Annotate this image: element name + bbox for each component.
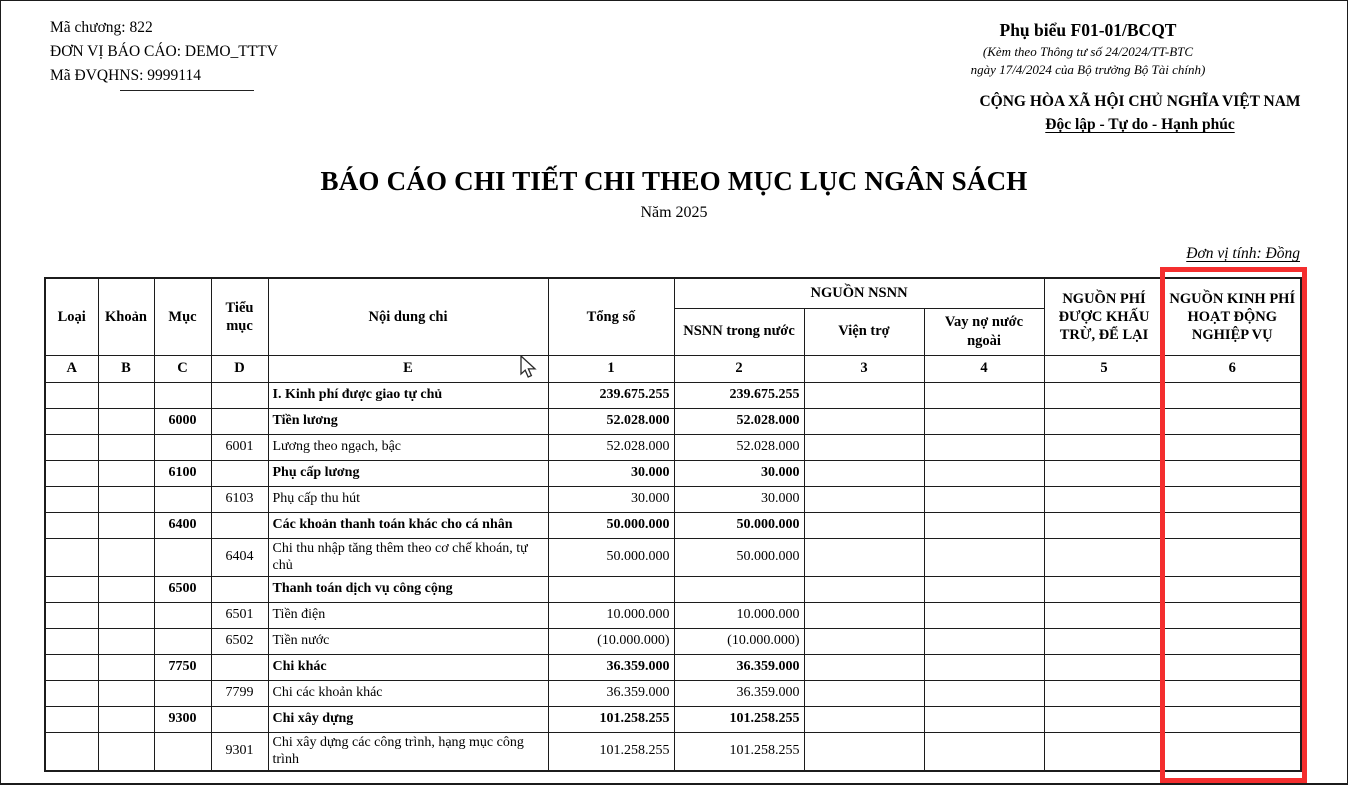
- cell-muc: [154, 382, 211, 408]
- cell-vien-tro: [804, 706, 924, 732]
- form-number: Phụ biểu F01-01/BCQT: [999, 20, 1177, 40]
- cell-nsnn-trong-nuoc: 30.000: [674, 486, 804, 512]
- cell-muc: [154, 732, 211, 771]
- cell-khoan: [98, 486, 154, 512]
- cell-nguon-kp: [1164, 680, 1301, 706]
- table-row: [45, 434, 1301, 460]
- cell-tieu-muc: 6404: [211, 538, 268, 576]
- cell-tong-so: 52.028.000: [548, 434, 674, 460]
- cell-nguon-kp: [1164, 576, 1301, 602]
- cell-loai: [45, 512, 98, 538]
- cell-khoan: [98, 680, 154, 706]
- cell-nguon-phi: [1044, 486, 1164, 512]
- cell-nguon-kp: [1164, 538, 1301, 576]
- cell-noi-dung: Chi các khoản khác: [268, 680, 548, 706]
- cell-nsnn-trong-nuoc: (10.000.000): [674, 628, 804, 654]
- cell-noi-dung: Lương theo ngạch, bậc: [268, 434, 548, 460]
- cell-vien-tro: [804, 512, 924, 538]
- cell-nsnn-trong-nuoc: 30.000: [674, 460, 804, 486]
- cell-nsnn-trong-nuoc: 52.028.000: [674, 434, 804, 460]
- cell-vien-tro: [804, 538, 924, 576]
- col-header-tieu-muc: Tiểu mục: [211, 278, 268, 355]
- cell-nguon-kp: [1164, 486, 1301, 512]
- column-letter: 1: [548, 355, 674, 382]
- budget-table: [44, 277, 1302, 772]
- cell-nguon-phi: [1044, 382, 1164, 408]
- national-motto: Độc lập - Tự do - Hạnh phúc: [1045, 116, 1235, 133]
- cell-vay-no: [924, 654, 1044, 680]
- cell-vien-tro: [804, 628, 924, 654]
- cell-noi-dung: Các khoản thanh toán khác cho cá nhân: [268, 512, 548, 538]
- cell-nguon-phi: [1044, 732, 1164, 771]
- cell-vien-tro: [804, 576, 924, 602]
- national-header-block: [946, 93, 1334, 134]
- cell-muc: [154, 434, 211, 460]
- table-row: [45, 628, 1301, 654]
- cell-loai: [45, 680, 98, 706]
- cell-vay-no: [924, 680, 1044, 706]
- cell-tong-so: 30.000: [548, 486, 674, 512]
- table-row: [45, 486, 1301, 512]
- cell-nguon-phi: [1044, 460, 1164, 486]
- cell-khoan: [98, 706, 154, 732]
- cell-vay-no: [924, 512, 1044, 538]
- cell-nguon-kp: [1164, 460, 1301, 486]
- cell-nsnn-trong-nuoc: 36.359.000: [674, 654, 804, 680]
- cell-tieu-muc: [211, 408, 268, 434]
- cell-muc: 7750: [154, 654, 211, 680]
- cell-tieu-muc: 6103: [211, 486, 268, 512]
- cell-nguon-phi: [1044, 680, 1164, 706]
- cell-tieu-muc: 9301: [211, 732, 268, 771]
- cell-tieu-muc: [211, 706, 268, 732]
- cell-nguon-kp: [1164, 706, 1301, 732]
- cell-nguon-phi: [1044, 576, 1164, 602]
- cell-tieu-muc: 7799: [211, 680, 268, 706]
- column-letter: 4: [924, 355, 1044, 382]
- cell-tieu-muc: [211, 460, 268, 486]
- cell-loai: [45, 732, 98, 771]
- cell-loai: [45, 382, 98, 408]
- col-header-loai: Loại: [45, 278, 98, 355]
- cell-loai: [45, 408, 98, 434]
- ma-chuong: Mã chương: 822: [50, 19, 153, 36]
- cell-loai: [45, 628, 98, 654]
- cell-tong-so: [548, 576, 674, 602]
- cell-vay-no: [924, 602, 1044, 628]
- cell-nguon-kp: [1164, 512, 1301, 538]
- cell-khoan: [98, 512, 154, 538]
- signature-underline: [120, 88, 254, 91]
- form-reference-block: [918, 20, 1258, 78]
- cell-muc: [154, 602, 211, 628]
- cell-vay-no: [924, 460, 1044, 486]
- column-letter: C: [154, 355, 211, 382]
- cell-nguon-phi: [1044, 654, 1164, 680]
- cell-vay-no: [924, 576, 1044, 602]
- cell-nguon-phi: [1044, 434, 1164, 460]
- cell-vay-no: [924, 408, 1044, 434]
- don-vi-bao-cao: ĐƠN VỊ BÁO CÁO: DEMO_TTTV: [50, 43, 278, 61]
- table-row: [45, 654, 1301, 680]
- cell-tieu-muc: 6001: [211, 434, 268, 460]
- col-header-nguon-kinh-phi: NGUỒN KINH PHÍ HOẠT ĐỘNG NGHIỆP VỤ: [1164, 278, 1301, 355]
- cell-loai: [45, 486, 98, 512]
- cell-vien-tro: [804, 408, 924, 434]
- table-row: [45, 602, 1301, 628]
- cell-loai: [45, 706, 98, 732]
- cell-noi-dung: Chi khác: [268, 654, 548, 680]
- cell-vay-no: [924, 382, 1044, 408]
- col-header-khoan: Khoản: [98, 278, 154, 355]
- cell-khoan: [98, 434, 154, 460]
- column-letter: A: [45, 355, 98, 382]
- table-row: [45, 680, 1301, 706]
- cell-nguon-phi: [1044, 538, 1164, 576]
- cell-muc: [154, 628, 211, 654]
- cell-loai: [45, 460, 98, 486]
- column-letter: B: [98, 355, 154, 382]
- cell-noi-dung: Thanh toán dịch vụ công cộng: [268, 576, 548, 602]
- cell-tong-so: 10.000.000: [548, 602, 674, 628]
- cell-vay-no: [924, 538, 1044, 576]
- table-row: [45, 732, 1301, 771]
- cell-khoan: [98, 408, 154, 434]
- cell-khoan: [98, 576, 154, 602]
- cell-nguon-kp: [1164, 408, 1301, 434]
- cell-muc: 6000: [154, 408, 211, 434]
- cell-nguon-kp: [1164, 434, 1301, 460]
- cell-tieu-muc: 6501: [211, 602, 268, 628]
- cell-tong-so: 239.675.255: [548, 382, 674, 408]
- cell-nsnn-trong-nuoc: 50.000.000: [674, 512, 804, 538]
- column-letter: 6: [1164, 355, 1301, 382]
- cell-nsnn-trong-nuoc: 101.258.255: [674, 732, 804, 771]
- cell-nsnn-trong-nuoc: 10.000.000: [674, 602, 804, 628]
- currency-unit-note: Đơn vị tính: Đồng: [1186, 245, 1300, 262]
- cell-vien-tro: [804, 654, 924, 680]
- cell-nsnn-trong-nuoc: 52.028.000: [674, 408, 804, 434]
- cell-vay-no: [924, 486, 1044, 512]
- national-title: CỘNG HÒA XÃ HỘI CHỦ NGHĨA VIỆT NAM: [979, 93, 1301, 110]
- column-letter: D: [211, 355, 268, 382]
- table-row: [45, 460, 1301, 486]
- cell-khoan: [98, 382, 154, 408]
- cell-noi-dung: Tiền lương: [268, 408, 548, 434]
- cell-muc: 9300: [154, 706, 211, 732]
- cell-khoan: [98, 732, 154, 771]
- cell-nguon-kp: [1164, 654, 1301, 680]
- cell-loai: [45, 576, 98, 602]
- cell-khoan: [98, 602, 154, 628]
- cell-vay-no: [924, 706, 1044, 732]
- cell-muc: [154, 486, 211, 512]
- cell-vay-no: [924, 732, 1044, 771]
- cell-nsnn-trong-nuoc: 36.359.000: [674, 680, 804, 706]
- report-title: BÁO CÁO CHI TIẾT CHI THEO MỤC LỤC NGÂN SÁCH: [320, 166, 1028, 196]
- cell-muc: [154, 538, 211, 576]
- table-row: [45, 706, 1301, 732]
- table-row: [45, 512, 1301, 538]
- table-row: [45, 382, 1301, 408]
- cell-tong-so: 101.258.255: [548, 732, 674, 771]
- cell-nsnn-trong-nuoc: 101.258.255: [674, 706, 804, 732]
- cell-loai: [45, 434, 98, 460]
- cell-tieu-muc: [211, 382, 268, 408]
- cell-nguon-phi: [1044, 408, 1164, 434]
- cell-nguon-kp: [1164, 628, 1301, 654]
- cell-nguon-kp: [1164, 382, 1301, 408]
- col-header-tong-so: Tổng số: [548, 278, 674, 355]
- cell-tong-so: 30.000: [548, 460, 674, 486]
- cell-noi-dung: Tiền nước: [268, 628, 548, 654]
- column-letter: 5: [1044, 355, 1164, 382]
- cell-nsnn-trong-nuoc: 239.675.255: [674, 382, 804, 408]
- cell-vien-tro: [804, 382, 924, 408]
- cell-tieu-muc: [211, 576, 268, 602]
- cell-nguon-phi: [1044, 512, 1164, 538]
- ma-dvqhns: Mã ĐVQHNS: 9999114: [50, 67, 201, 85]
- cell-noi-dung: Phụ cấp thu hút: [268, 486, 548, 512]
- cell-khoan: [98, 628, 154, 654]
- cell-vien-tro: [804, 732, 924, 771]
- form-note: [918, 43, 1258, 78]
- col-header-nguon-phi: NGUỒN PHÍ ĐƯỢC KHẤU TRỪ, ĐỂ LẠI: [1044, 278, 1164, 355]
- cell-nguon-kp: [1164, 732, 1301, 771]
- report-year: Năm 2025: [640, 204, 708, 221]
- cell-loai: [45, 538, 98, 576]
- column-letter: 3: [804, 355, 924, 382]
- table-row: [45, 408, 1301, 434]
- cell-loai: [45, 654, 98, 680]
- cell-vay-no: [924, 434, 1044, 460]
- form-note-line1: (Kèm theo Thông tư số 24/2024/TT-BTC: [982, 44, 1194, 59]
- cell-vien-tro: [804, 602, 924, 628]
- cell-noi-dung: I. Kinh phí được giao tự chủ: [268, 382, 548, 408]
- cell-vien-tro: [804, 434, 924, 460]
- cell-tong-so: 50.000.000: [548, 538, 674, 576]
- cell-loai: [45, 602, 98, 628]
- cell-noi-dung: Chi xây dựng: [268, 706, 548, 732]
- column-letter: 2: [674, 355, 804, 382]
- cell-tieu-muc: [211, 512, 268, 538]
- cell-vay-no: [924, 628, 1044, 654]
- table-body: [45, 382, 1301, 771]
- cell-tong-so: 52.028.000: [548, 408, 674, 434]
- cell-vien-tro: [804, 460, 924, 486]
- cell-khoan: [98, 654, 154, 680]
- cell-nsnn-trong-nuoc: [674, 576, 804, 602]
- cell-noi-dung: Tiền điện: [268, 602, 548, 628]
- cell-tieu-muc: [211, 654, 268, 680]
- cell-nsnn-trong-nuoc: 50.000.000: [674, 538, 804, 576]
- col-header-nsnn-trong-nuoc: NSNN trong nước: [674, 308, 804, 355]
- cell-noi-dung: Phụ cấp lương: [268, 460, 548, 486]
- cell-tong-so: 36.359.000: [548, 680, 674, 706]
- budget-table-wrap: [44, 277, 1302, 772]
- cell-nguon-phi: [1044, 602, 1164, 628]
- column-letter: E: [268, 355, 548, 382]
- cell-khoan: [98, 460, 154, 486]
- cell-vien-tro: [804, 680, 924, 706]
- column-letter-row: [45, 355, 1301, 382]
- cell-nguon-phi: [1044, 706, 1164, 732]
- cell-tong-so: (10.000.000): [548, 628, 674, 654]
- table-row: [45, 538, 1301, 576]
- cell-nguon-phi: [1044, 628, 1164, 654]
- table-row: [45, 576, 1301, 602]
- cell-tong-so: 36.359.000: [548, 654, 674, 680]
- col-header-vien-tro: Viện trợ: [804, 308, 924, 355]
- cell-tong-so: 101.258.255: [548, 706, 674, 732]
- cell-tong-so: 50.000.000: [548, 512, 674, 538]
- cell-muc: 6500: [154, 576, 211, 602]
- cell-noi-dung: Chi thu nhập tăng thêm theo cơ chế khoán, tự chủ: [268, 538, 548, 576]
- cell-muc: 6100: [154, 460, 211, 486]
- cell-muc: 6400: [154, 512, 211, 538]
- col-header-muc: Mục: [154, 278, 211, 355]
- cell-khoan: [98, 538, 154, 576]
- col-header-vay-no: Vay nợ nước ngoài: [924, 308, 1044, 355]
- cell-tieu-muc: 6502: [211, 628, 268, 654]
- cell-muc: [154, 680, 211, 706]
- col-group-nguon-nsnn: NGUỒN NSNN: [674, 278, 1044, 308]
- cell-vien-tro: [804, 486, 924, 512]
- unit-info-block: [50, 16, 278, 91]
- cell-noi-dung: Chi xây dựng các công trình, hạng mục công trình: [268, 732, 548, 771]
- cell-nguon-kp: [1164, 602, 1301, 628]
- form-note-line2: ngày 17/4/2024 của Bộ trưởng Bộ Tài chính): [970, 61, 1206, 77]
- col-header-noi-dung-chi: Nội dung chi: [268, 278, 548, 355]
